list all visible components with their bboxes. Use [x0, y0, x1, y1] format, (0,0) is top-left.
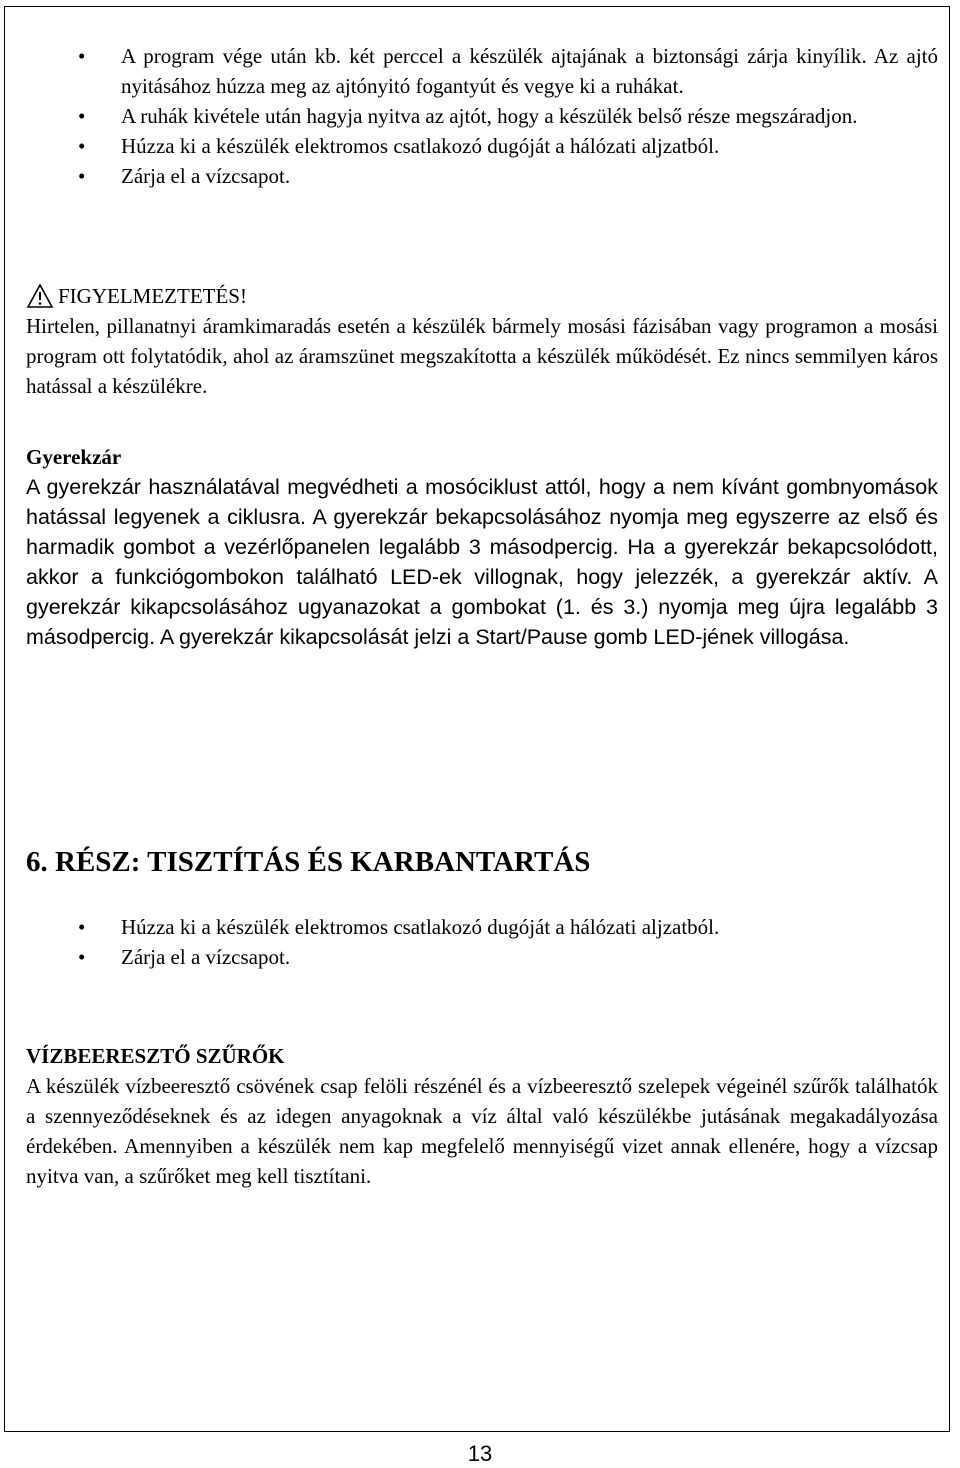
list-item: • Zárja el a vízcsapot. — [26, 942, 938, 972]
warning-text: Hirtelen, pillanatnyi áramkimaradás esetén a készülék bármely mosási fázisában vagy programon a mosási program ott folytatódik, ahol az áramszünet megszakította a készülék működését. Ez nincs semmilyen káros hatással a készülékre. — [26, 314, 938, 398]
maintenance-list — [26, 912, 938, 972]
after-program-list — [26, 41, 938, 191]
list-item: • Húzza ki a készülék elektromos csatlakozó dugóját a hálózati aljzatból. — [26, 131, 938, 161]
list-item: • A program vége után kb. két perccel a készülék ajtajának a biztonsági zárja kinyílik. Az ajtó nyitásához húzza meg az ajtónyitó fogantyút és vegye ki a ruhákat. — [26, 41, 938, 101]
list-item: • Húzza ki a készülék elektromos csatlakozó dugóját a hálózati aljzatból. — [26, 912, 938, 942]
list-item: • Zárja el a vízcsapot. — [26, 161, 938, 191]
warning-triangle-icon — [26, 283, 54, 309]
filters-text: A készülék vízbeeresztő csövének csap felöli részénél és a vízbeeresztő szelepek végeinél szűrők találhatók a szennyeződéseknek és az idegen anyagoknak a víz által való készülékbe jutásának megakadályozása érdekében. Amennyiben a készülék nem kap megfelelő mennyiségű vizet annak ellenére, hogy a vízcsap nyitva van, a szűrőket meg kell tisztítani. — [26, 1074, 938, 1188]
warning-block — [26, 281, 938, 401]
child-lock-block — [26, 442, 938, 652]
page-frame — [4, 6, 950, 1432]
child-lock-text: A gyerekzár használatával megvédheti a mosóciklust attól, hogy a nem kívánt gombnyomások hatással legyenek a ciklusra. A gyerekzár bekapcsolásához nyomja meg egyszerre az első és harmadik gombot a vezérlőpanelen legalább 3 másodpercig. Ha a gyerekzár bekapcsolódott, akkor a funkciógombokon található LED-ek villognak, hogy jelezzék, a gyerekzár aktív. A gyerekzár kikapcsolásához ugyanazokat a gombokat (1. és 3.) nyomja meg újra legalább 3 másodpercig. A gyerekzár kikapcsolását jelzi a Start/Pause gomb LED-jének villogása. — [26, 475, 938, 649]
filters-heading: VÍZBEERESZTŐ SZŰRŐK — [26, 1044, 285, 1068]
section-heading: 6. RÉSZ: TISZTÍTÁS ÉS KARBANTARTÁS — [26, 846, 591, 878]
page-number: 13 — [467, 1441, 493, 1466]
filters-block — [26, 1041, 938, 1191]
list-item: • A ruhák kivétele után hagyja nyitva az ajtót, hogy a készülék belső része megszáradjon. — [26, 101, 938, 131]
warning-title-row — [26, 281, 938, 311]
child-lock-heading: Gyerekzár — [26, 445, 122, 469]
warning-title: FIGYELMEZTETÉS! — [58, 284, 247, 308]
